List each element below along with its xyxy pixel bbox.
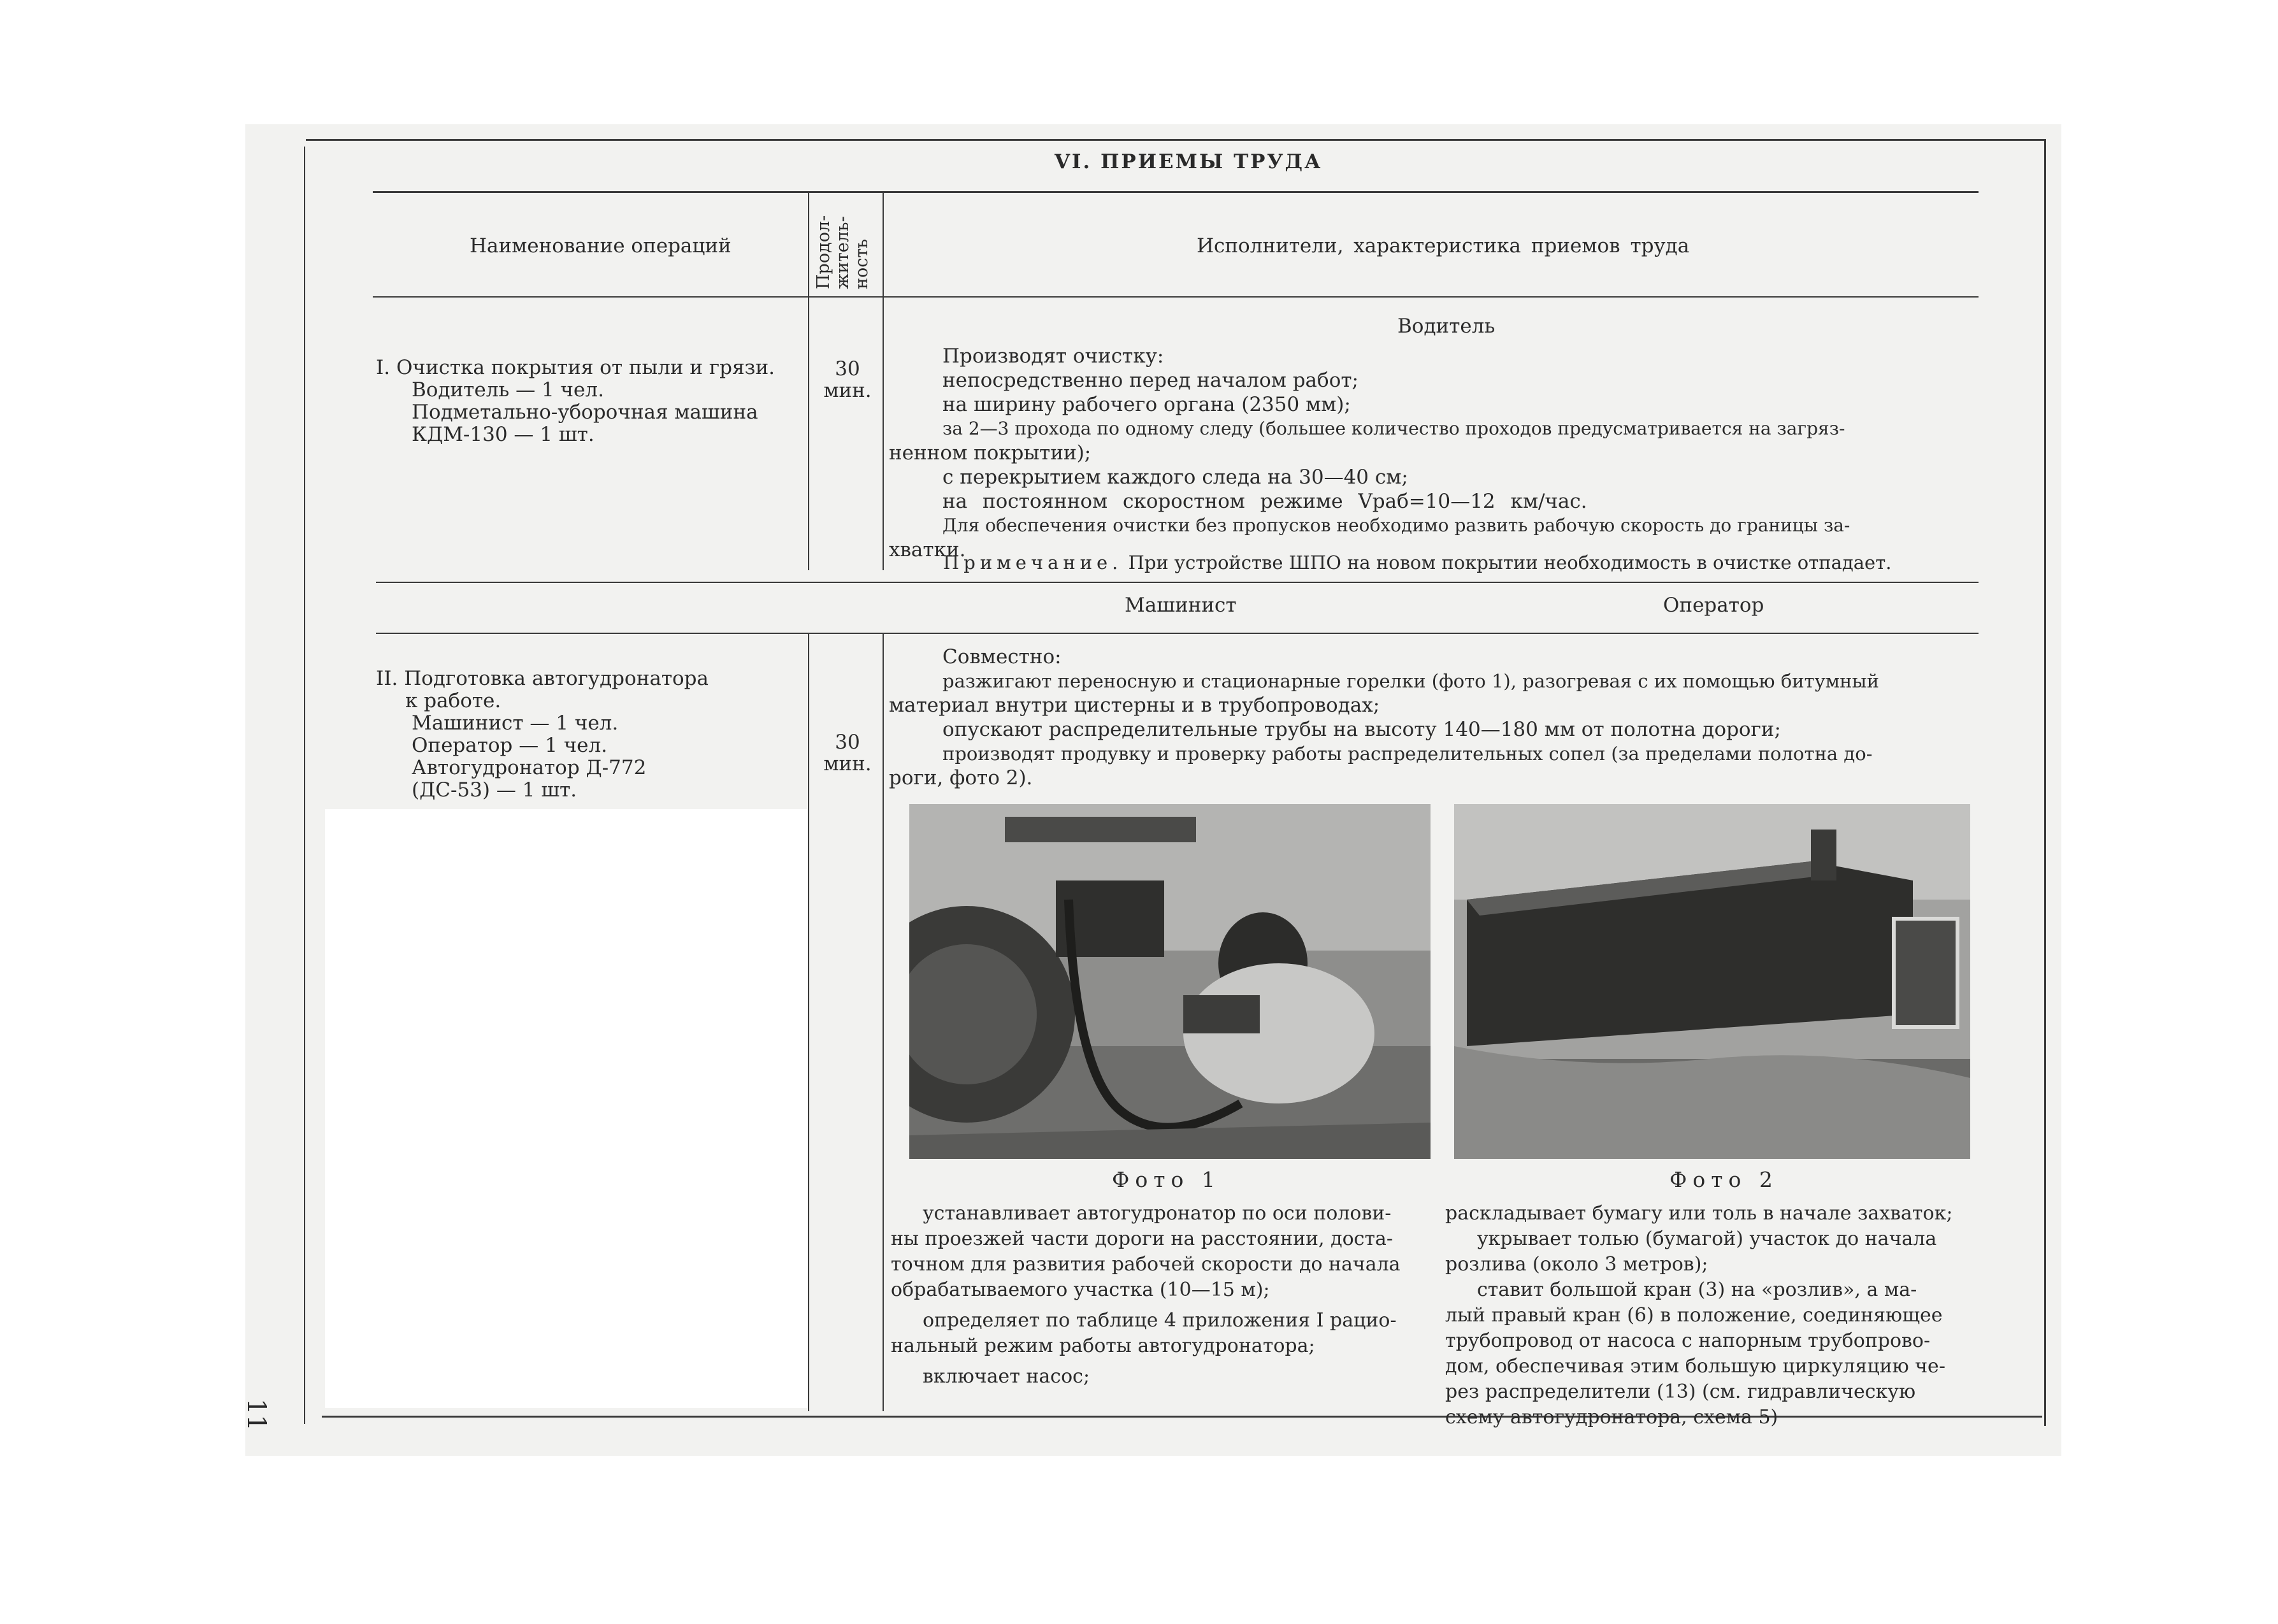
header-executors: Исполнители, характеристика приемов труда [1197,234,1690,257]
op1-note-text: При устройстве ШПО на новом покрытии необходимость в очистке отпадает. [1128,552,1892,573]
op1-title: I. Очистка покрытия от пыли и грязи. [376,356,775,379]
op2-duration [822,731,873,775]
header-duration [814,187,872,289]
op1-body-line: на постоянном скоростном режиме Vраб=10—12 км/час. [942,490,1587,513]
op2-line: (ДС-53) — 1 шт. [412,779,577,801]
op1-role-driver: Водитель [1397,315,1496,338]
op2-joint-line: производят продувку и проверку работы распределительных сопел (за пределами полотна до- [942,743,1873,765]
op2-line: к работе. [405,689,501,712]
role-operator: Оператор [1663,594,1764,617]
op2-line: Машинист — 1 чел. [412,712,619,735]
op2-operator-column [1445,1201,1980,1430]
op2-operator-line: раскладывает бумагу или толь в начале захваток; [1445,1202,1953,1225]
op1-name-cell [376,357,775,446]
op1-body-line: хватки. [889,538,966,561]
op2-operator-line: ставит большой кран (3) на «розлив», а ма- [1477,1279,1917,1301]
op1-body-line: Производят очистку: [942,345,1164,368]
op2-machinist-line: точном для развития рабочей скорости до начала [891,1253,1401,1275]
op2-operator-line: трубопровод от насоса с напорным трубопрово- [1445,1330,1931,1352]
role-machinist: Машинист [1125,594,1237,617]
op2-duration-unit: мин. [823,752,872,775]
roles-row-bottom-line [376,633,1979,634]
header-operations: Наименование операций [470,234,732,257]
photo-2-caption: Фото 2 [1669,1167,1778,1192]
section-title: VI. ПРИЕМЫ ТРУДА [1055,150,1323,173]
photo-1-caption: Фото 1 [1112,1167,1221,1192]
op1-duration-value: 30 [835,357,860,380]
op2-operator-line: дом, обеспечивая этим большую циркуляцию че- [1445,1355,1945,1377]
op1-body-line: непосредственно перед началом работ; [942,369,1359,392]
header-duration-line: житель- [833,216,853,289]
op2-machinist-line: ны проезжей части дороги на расстоянии, доста- [891,1228,1394,1250]
photo-1 [909,804,1431,1159]
col-divider-2-row2 [883,634,884,1411]
op2-name-cell [376,668,709,801]
op2-operator-line: розлива (около 3 метров); [1445,1253,1708,1275]
op1-body-line: ненном покрытии); [889,442,1092,464]
col-divider-1-row2 [808,634,809,1411]
op1-line: Водитель — 1 чел. [412,378,604,401]
op2-title: II. Подготовка автогудронатора [376,667,709,690]
op1-note [943,552,1891,573]
header-duration-line: Продол- [814,215,833,289]
op1-note-label: Примечание. [943,552,1123,573]
op2-operator-line: укрывает толью (бумагой) участок до начала [1477,1228,1937,1250]
op2-line: Оператор — 1 чел. [412,734,608,757]
op2-operator-line: схему автогудронатора, схема 5) [1445,1406,1778,1428]
table-top-line [373,191,1979,193]
op1-duration [822,358,873,401]
op2-joint-line: Совместно: [942,645,1062,668]
op1-body [889,344,1977,562]
op1-body-line: с перекрытием каждого следа на 30—40 см; [942,466,1408,489]
op2-machinist-column [891,1201,1426,1390]
op2-machinist-line: обрабатываемого участка (10—15 м); [891,1279,1270,1301]
op2-machinist-line: устанавливает автогудронатор по оси полови- [923,1202,1392,1225]
op2-joint-line: материал внутри цистерны и в трубопроводах; [889,694,1380,717]
frame-right-line [2044,139,2046,1426]
op1-body-line: Для обеспечения очистки без пропусков необходимо развить рабочую скорость до границы за- [942,515,1850,536]
op2-machinist-line: включает насос; [923,1365,1090,1388]
col-divider-2-header [883,192,884,570]
header-bottom-line [373,296,1979,298]
op2-joint-line: разжигают переносную и стационарные горелки (фото 1), разогревая с их помощью битумный [942,670,1879,692]
photo-2 [1454,804,1970,1159]
blank-area [325,809,809,1408]
op1-duration-unit: мин. [823,379,872,402]
header-duration-line: ность [852,238,872,289]
op2-duration-value: 30 [835,731,860,754]
frame-top-line [306,139,2045,141]
page-number: 11 [241,1398,271,1431]
op1-line: Подметально-уборочная машина [412,401,758,424]
frame-left-line [304,147,305,1424]
op2-line: Автогудронатор Д-772 [412,756,647,779]
op1-body-line: на ширину рабочего органа (2350 мм); [942,393,1351,416]
op2-joint-line: роги, фото 2). [889,766,1033,789]
op2-operator-line: лый правый кран (6) в положение, соединяющее [1445,1304,1943,1326]
op2-joint-text [889,645,1977,790]
op2-operator-line: рез распределители (13) (см. гидравлическую [1445,1381,1916,1403]
op1-line: КДМ-130 — 1 шт. [412,423,595,446]
op1-body-line: за 2—3 прохода по одному следу (большее количество проходов предусматривается на загряз- [942,418,1845,439]
op2-machinist-line: нальный режим работы автогудронатора; [891,1335,1315,1357]
op2-joint-line: опускают распределительные трубы на высоту 140—180 мм от полотна дороги; [942,718,1781,741]
op2-machinist-line: определяет по таблице 4 приложения I рацио- [923,1309,1397,1332]
row1-bottom-line [376,582,1979,583]
col-divider-1-header [808,192,809,570]
